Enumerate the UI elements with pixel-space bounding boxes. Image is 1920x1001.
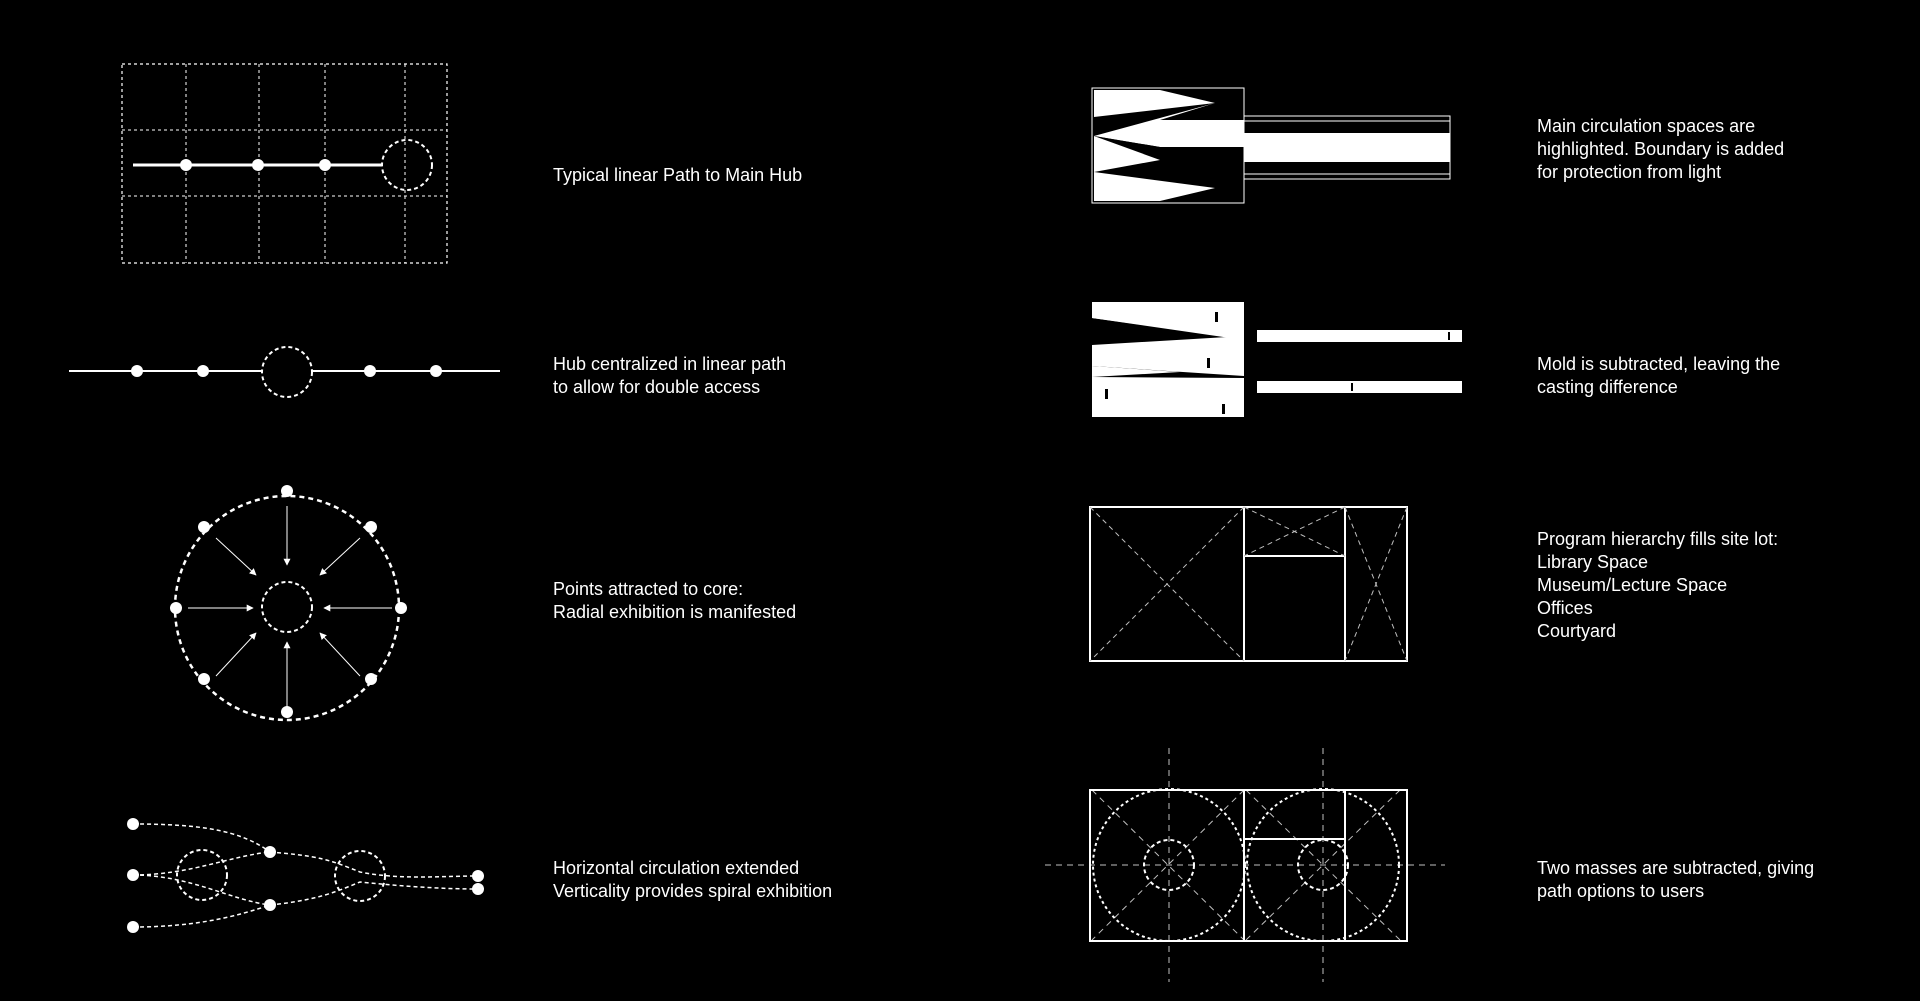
radial-exhibition-diagram bbox=[170, 485, 407, 720]
two-masses-diagram bbox=[1045, 748, 1445, 982]
circulation-highlight-diagram bbox=[1092, 88, 1450, 203]
caption-mold-subtracted: Mold is subtracted, leaving the casting difference bbox=[1537, 354, 1781, 397]
caption-circulation-highlight: Main circulation spaces are highlighted. Boundary is added for protection from light bbox=[1537, 116, 1785, 182]
hub-centralized-diagram bbox=[69, 347, 500, 397]
linear-path-grid-diagram bbox=[122, 64, 447, 263]
horizontal-circulation-diagram bbox=[127, 818, 484, 933]
caption-radial: Points attracted to core: Radial exhibition is manifested bbox=[553, 579, 797, 622]
caption-hub-centralized: Hub centralized in linear path to allow for double access bbox=[553, 354, 787, 397]
program-hierarchy-diagram bbox=[1090, 507, 1407, 661]
caption-horizontal: Horizontal circulation extended Verticality provides spiral exhibition bbox=[553, 858, 833, 901]
caption-linear-path: Typical linear Path to Main Hub bbox=[553, 165, 803, 185]
caption-program-hierarchy: Program hierarchy fills site lot: Library Space Museum/Lecture Space Offices Courtyard bbox=[1537, 529, 1779, 641]
mold-subtracted-diagram bbox=[1092, 302, 1462, 417]
caption-two-masses: Two masses are subtracted, giving path options to users bbox=[1537, 858, 1815, 901]
